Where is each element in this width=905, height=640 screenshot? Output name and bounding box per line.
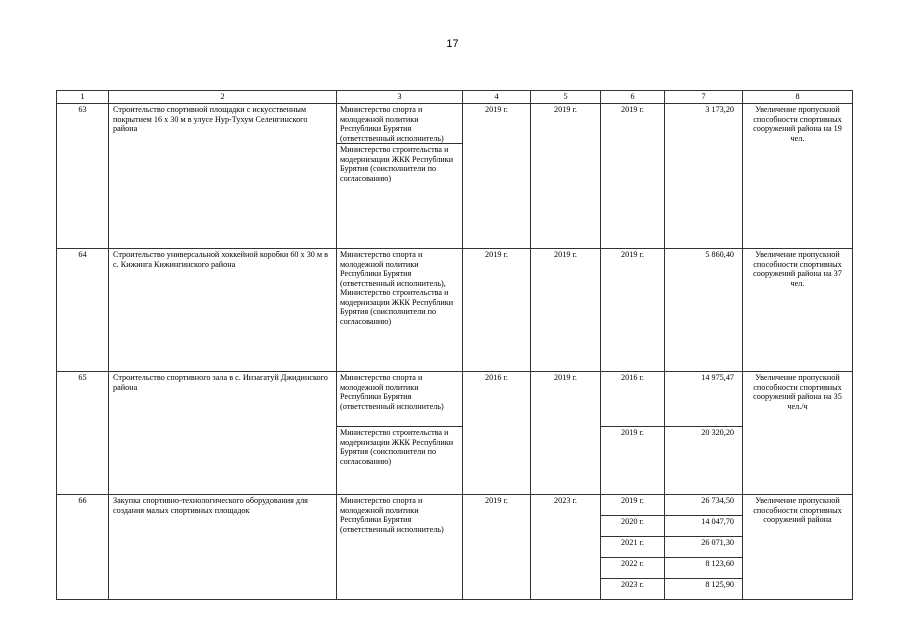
header-cell: 5 <box>531 91 601 104</box>
table-row <box>57 249 853 372</box>
executor-co: Министерство строительства и модернизации ЖКК Республики Бурятия (соисполнители по согласованию) <box>337 427 463 495</box>
end-year: 2019 г. <box>531 372 601 495</box>
table-row <box>57 104 853 249</box>
funding-amount: 3 173,20 <box>665 104 743 249</box>
measure-name: Строительство спортивного зала в с. Инзагатуй Джидинского района <box>109 372 337 495</box>
header-cell: 7 <box>665 91 743 104</box>
funding-amount: 14 047,70 <box>665 516 743 537</box>
row-number: 66 <box>57 495 109 600</box>
expected-result: Увеличение пропускной способности спортивных сооружений района на 19 чел. <box>743 104 853 249</box>
table-row <box>57 495 853 516</box>
funding-year: 2023 г. <box>601 579 665 600</box>
expected-result: Увеличение пропускной способности спортивных сооружений района на 35 чел./ч <box>743 372 853 495</box>
funding-year: 2021 г. <box>601 537 665 558</box>
funding-amount: 14 975,47 <box>665 372 743 427</box>
funding-amount: 26 734,50 <box>665 495 743 516</box>
header-cell: 3 <box>337 91 463 104</box>
funding-year: 2019 г. <box>601 104 665 249</box>
row-number: 65 <box>57 372 109 495</box>
measure-name: Закупка спортивно-технологического оборудования для создания малых спортивных площадок <box>109 495 337 600</box>
page-number: 17 <box>446 38 459 50</box>
start-year: 2016 г. <box>463 372 531 495</box>
executor-cell: Министерство спорта и молодежной политики Республики Бурятия (ответственный исполнитель), Министерство строительства и модернизации ЖКК Республики Бурятия (соисполнители по согласованию) <box>337 249 463 372</box>
funding-amount: 26 071,30 <box>665 537 743 558</box>
end-year: 2019 г. <box>531 249 601 372</box>
funding-amount: 8 123,60 <box>665 558 743 579</box>
funding-amount: 8 125,90 <box>665 579 743 600</box>
funding-amount: 20 320,20 <box>665 427 743 495</box>
row-number: 63 <box>57 104 109 249</box>
row-number: 64 <box>57 249 109 372</box>
executor-main: Министерство спорта и молодежной политики Республики Бурятия (ответственный исполнитель) <box>340 105 444 143</box>
measure-name: Строительство универсальной хоккейной коробки 60 х 30 м в с. Кижинга Кижингинского района <box>109 249 337 372</box>
header-cell: 2 <box>109 91 337 104</box>
start-year: 2019 г. <box>463 104 531 249</box>
end-year: 2023 г. <box>531 495 601 600</box>
funding-year: 2016 г. <box>601 372 665 427</box>
header-cell: 8 <box>743 91 853 104</box>
funding-year: 2019 г. <box>601 427 665 495</box>
funding-year: 2020 г. <box>601 516 665 537</box>
table-row <box>57 372 853 427</box>
expected-result: Увеличение пропускной способности спортивных сооружений района на 37 чел. <box>743 249 853 372</box>
header-cell: 6 <box>601 91 665 104</box>
funding-year: 2019 г. <box>601 495 665 516</box>
funding-year: 2019 г. <box>601 249 665 372</box>
start-year: 2019 г. <box>463 495 531 600</box>
program-table <box>56 90 853 600</box>
funding-year: 2022 г. <box>601 558 665 579</box>
expected-result: Увеличение пропускной способности спортивных сооружений района <box>743 495 853 600</box>
executor-co: Министерство строительства и модернизации ЖКК Республики Бурятия (соисполнители по согласованию) <box>337 143 462 184</box>
header-cell: 1 <box>57 91 109 104</box>
header-cell: 4 <box>463 91 531 104</box>
executor-main: Министерство спорта и молодежной политики Республики Бурятия (ответственный исполнитель) <box>337 495 463 600</box>
funding-amount: 5 860,40 <box>665 249 743 372</box>
end-year: 2019 г. <box>531 104 601 249</box>
executor-cell <box>337 104 463 249</box>
header-row <box>57 91 853 104</box>
start-year: 2019 г. <box>463 249 531 372</box>
measure-name: Строительство спортивной площадки с искусственным покрытием 16 х 30 м в улусе Нур-Тухум Селенгинского района <box>109 104 337 249</box>
executor-main: Министерство спорта и молодежной политики Республики Бурятия (ответственный исполнитель) <box>337 372 463 427</box>
